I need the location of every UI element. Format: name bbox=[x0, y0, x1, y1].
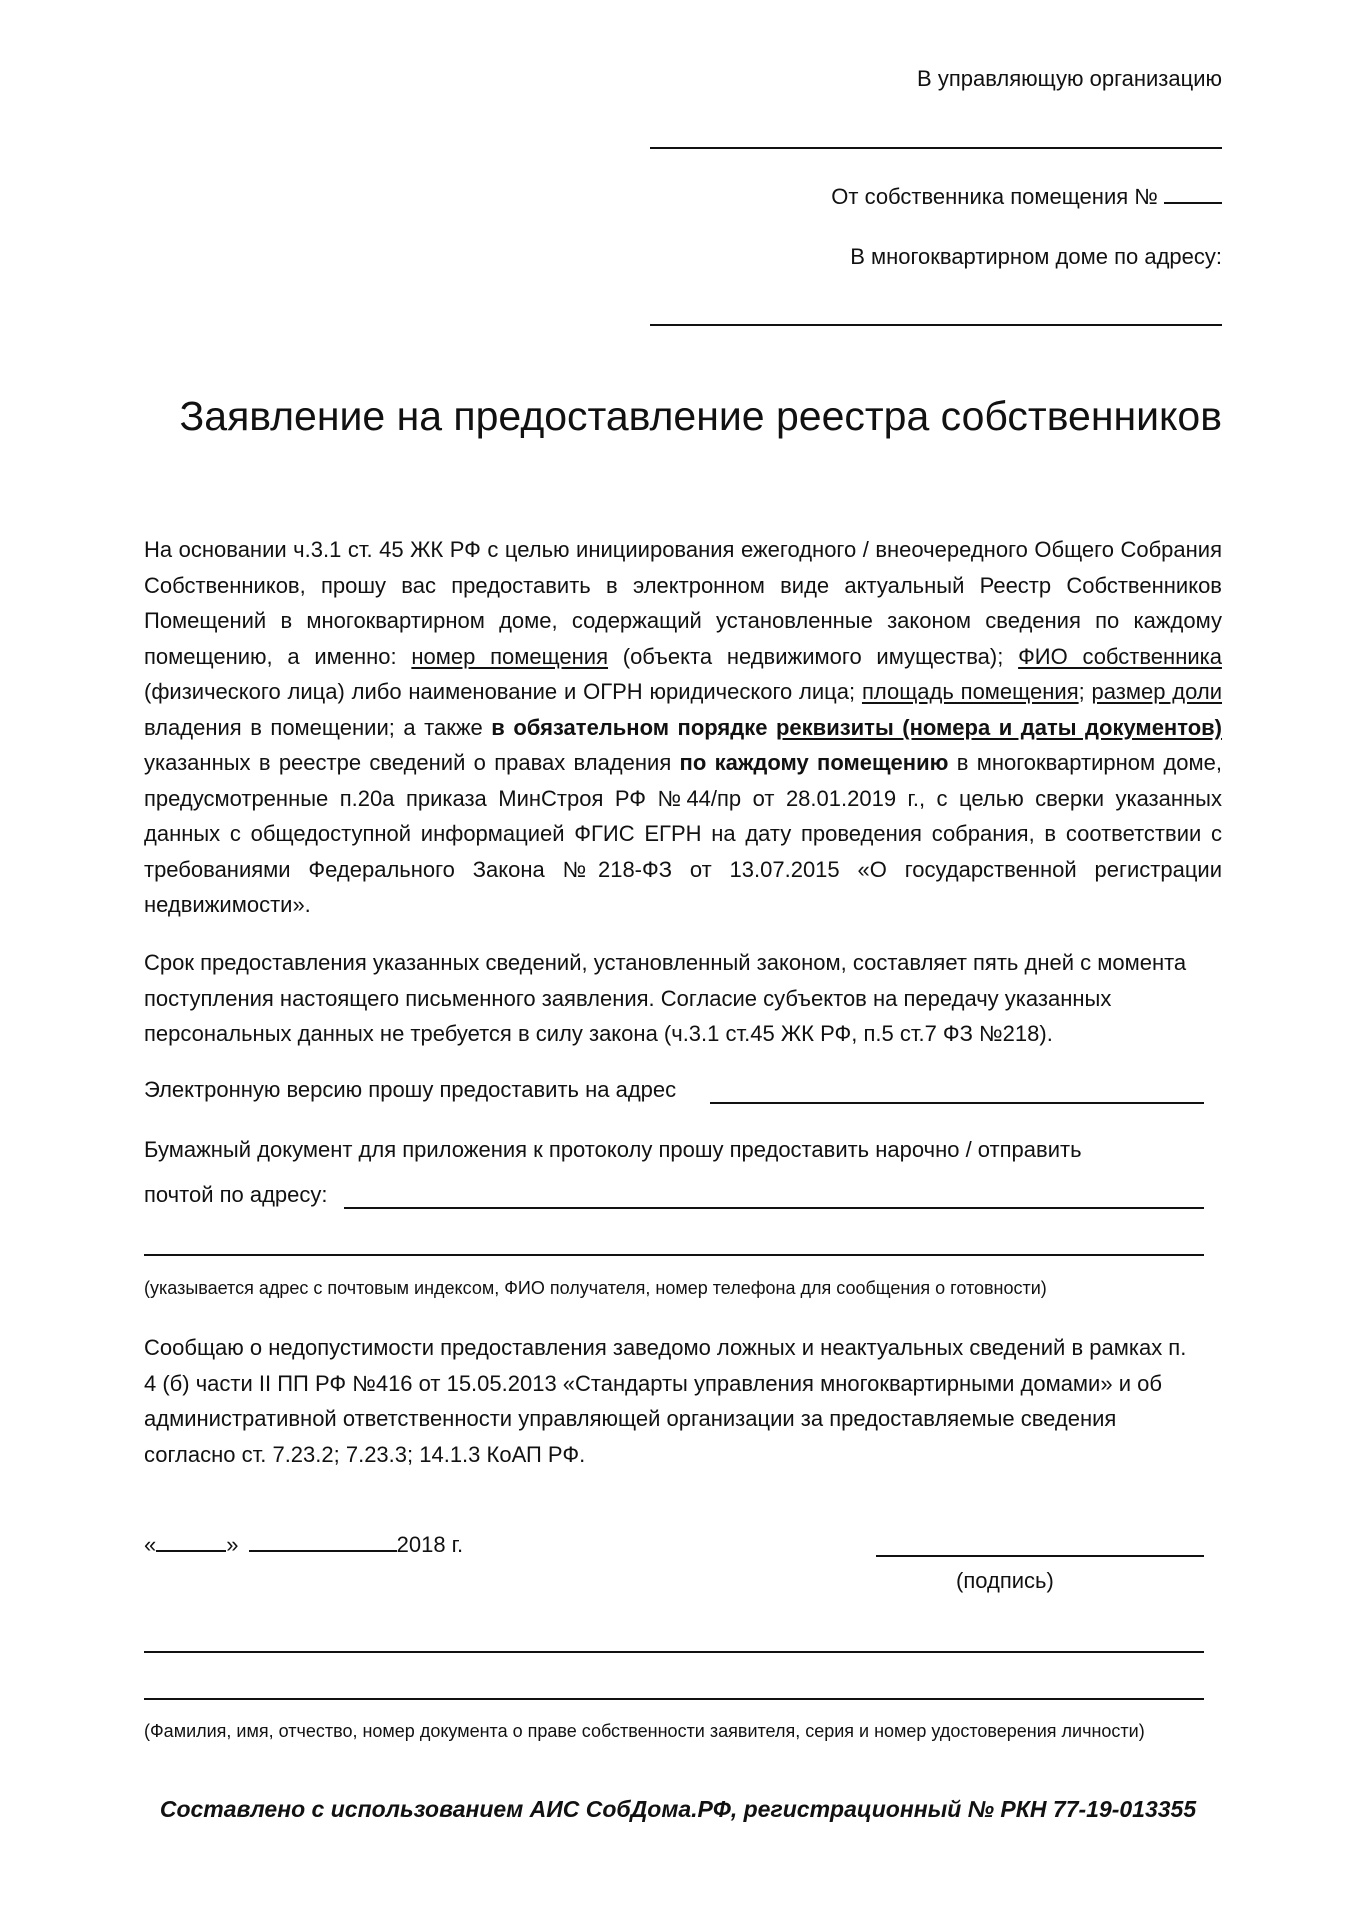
month-blank[interactable] bbox=[249, 1532, 397, 1552]
recipient-label: В управляющую организацию bbox=[917, 66, 1222, 91]
para1-text-7: в многоквартирном доме, предусмотренные п.20а приказа МинСтроя РФ №44/пр от 28.01.2019 г., с целью сверки указанных данных с общедоступной информацией ФГИС ЕГРН на дату проведения собрания, в соответствии с требованиями Федерального Закона №218-ФЗ от 13.07.2015 «О государственной регистрации недвижимости». bbox=[144, 750, 1222, 917]
footer-note: Составлено с использованием АИС СобДома.РФ, регистрационный № РКН 77-19-013355 bbox=[159, 1796, 1197, 1822]
house-address-line[interactable] bbox=[650, 324, 1222, 326]
each-room-text: по каждому помещению bbox=[679, 750, 949, 775]
para1-text-1: На основании ч.3.1 ст. 45 ЖК РФ с целью инициирования ежегодного / внеочередного Общего Собрания Собственников, прошу вас предоставить в электронном виде актуальный Реестр Собственников Помещений в многоквартирном доме, содержащий установленные законом сведения по каждому помещению, а именно: bbox=[144, 537, 1222, 669]
electronic-address-line[interactable] bbox=[710, 1102, 1204, 1104]
date-open-quote: « bbox=[144, 1532, 157, 1557]
applicant-line-1[interactable] bbox=[144, 1651, 1204, 1653]
postal-address-line[interactable] bbox=[344, 1207, 1204, 1209]
requisites-term: реквизиты (номера и даты документов) bbox=[775, 714, 1222, 740]
para1-text-6: указанных в реестре сведений о правах владения bbox=[144, 750, 680, 775]
day-blank[interactable] bbox=[156, 1532, 226, 1552]
date-year: 2018 г. bbox=[396, 1532, 464, 1557]
mandatory-text: в обязательном порядке bbox=[491, 714, 776, 740]
room-number-blank[interactable] bbox=[1164, 184, 1222, 204]
applicant-line-2[interactable] bbox=[144, 1698, 1204, 1700]
address-label: В многоквартирном доме по адресу: bbox=[850, 244, 1222, 269]
recipient-line[interactable] bbox=[650, 147, 1222, 149]
request-paragraph bbox=[144, 532, 1222, 923]
owner-room-label bbox=[831, 184, 1222, 210]
share-size-term: размер доли bbox=[1091, 679, 1222, 704]
postal-address-label: почтой по адресу: bbox=[144, 1182, 328, 1207]
postal-address-line-2[interactable] bbox=[144, 1254, 1204, 1256]
para1-text-3: (физического лица) либо наименование и ОГРН юридического лица; bbox=[144, 679, 862, 704]
para1-text-5: владения в помещении; а также bbox=[144, 714, 492, 740]
signature-line[interactable] bbox=[876, 1555, 1204, 1557]
address-note: (указывается адрес с почтовым индексом, ФИО получателя, номер телефона для сообщения о готовности) bbox=[144, 1278, 1047, 1298]
deadline-paragraph: Срок предоставления указанных сведений, установленный законом, составляет пять дней с момента поступления настоящего письменного заявления. Согласие субъектов на передачу указанных персональных данных не требуется в силу закона (ч.3.1 ст.45 ЖК РФ, п.5 ст.7 ФЗ №218). bbox=[144, 950, 1187, 1046]
room-area-term: площадь помещения bbox=[861, 679, 1079, 704]
para1-text-2: (объекта недвижимого имущества); bbox=[608, 643, 1019, 669]
electronic-address-label: Электронную версию прошу предоставить на адрес bbox=[144, 1077, 677, 1102]
applicant-note: (Фамилия, имя, отчество, номер документа о праве собственности заявителя, серия и номер удостоверения личности) bbox=[144, 1721, 1145, 1741]
owner-room-text: От собственника помещения № bbox=[831, 184, 1158, 209]
room-number-term: номер помещения bbox=[411, 643, 609, 669]
owner-name-term: ФИО собственника bbox=[1018, 643, 1222, 669]
document-title: Заявление на предоставление реестра собственников bbox=[179, 393, 1222, 439]
paper-doc-label: Бумажный документ для приложения к протоколу прошу предоставить нарочно / отправить bbox=[144, 1137, 1082, 1162]
date-field bbox=[144, 1532, 463, 1558]
para1-text-4: ; bbox=[1078, 679, 1092, 704]
date-close-quote: » bbox=[226, 1532, 239, 1557]
signature-label: (подпись) bbox=[956, 1568, 1054, 1593]
responsibility-paragraph: Сообщаю о недопустимости предоставления заведомо ложных и неактуальных сведений в рамках п. 4 (б) части II ПП РФ №416 от 15.05.2013 «Стандарты управления многоквартирными домами» и об административной ответственности управляющей организации за предоставляемые сведения согласно ст. 7.23.2; 7.23.3; 14.1.3 КоАП РФ. bbox=[144, 1335, 1187, 1467]
